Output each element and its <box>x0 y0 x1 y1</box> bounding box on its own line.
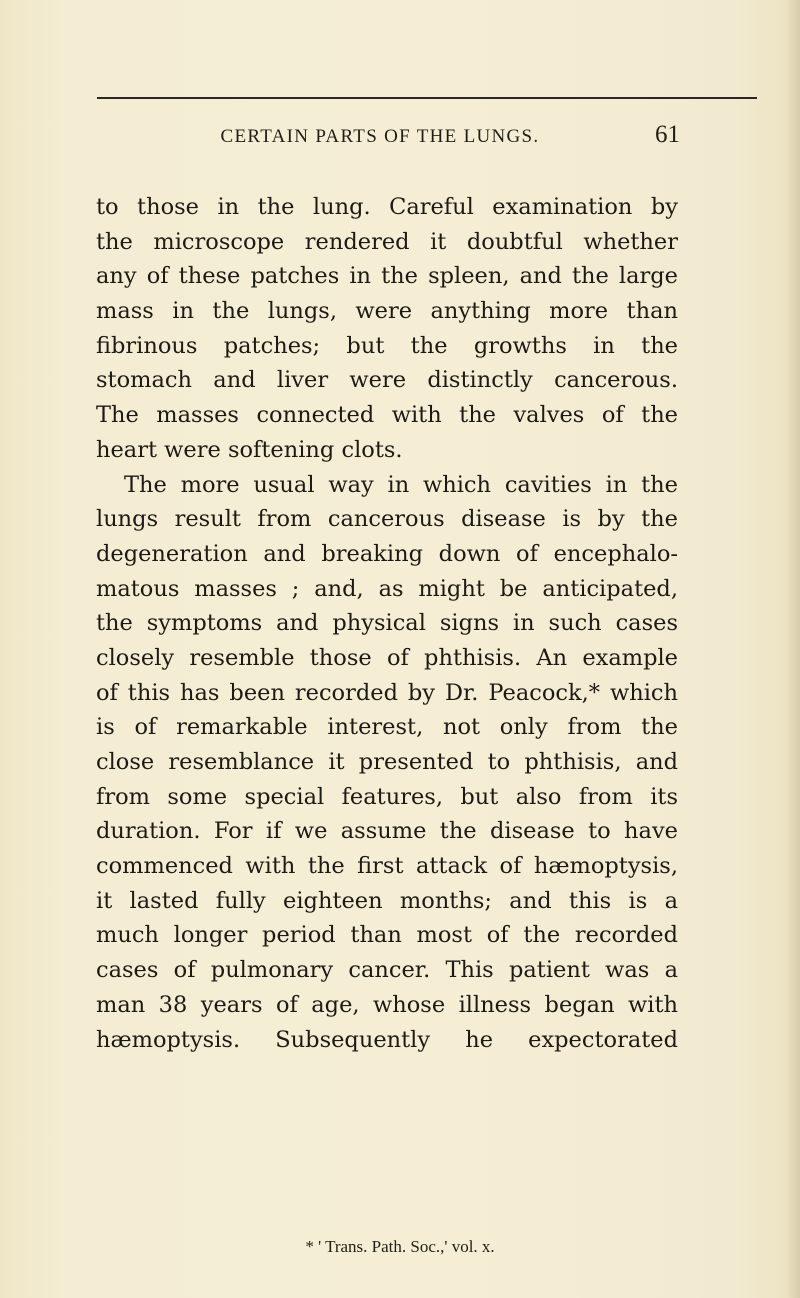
text-line: heart were softening clots. <box>96 436 403 463</box>
text-line: any of these patches in the spleen, and the large <box>96 263 678 290</box>
text-line: of this has been recorded by Dr. Peacock,* which <box>96 679 678 706</box>
text-line: cases of pulmonary cancer. This patient was a <box>96 957 678 984</box>
text-line: degeneration and breaking down of encephalo- <box>96 540 678 567</box>
page-edge-shadow <box>786 0 800 1298</box>
text-line: matous masses ; and, as might be anticipated, <box>96 575 678 602</box>
text-line: lungs result from cancerous disease is by the <box>96 506 678 533</box>
footnote: * ' Trans. Path. Soc.,' vol. x. <box>305 1237 495 1256</box>
body-text <box>96 190 678 1057</box>
text-line: The more usual way in which cavities in the <box>124 471 678 498</box>
text-line: much longer period than most of the recorded <box>96 922 678 949</box>
text-line: is of remarkable interest, not only from the <box>96 714 678 741</box>
text-line: the microscope rendered it doubtful whether <box>96 228 678 255</box>
text-line: stomach and liver were distinctly cancerous. <box>96 367 678 394</box>
running-head: CERTAIN PARTS OF THE LUNGS. <box>220 126 540 147</box>
text-line: The masses connected with the valves of the <box>96 402 678 429</box>
text-line: the symptoms and physical signs in such cases <box>96 610 678 637</box>
text-line: close resemblance it presented to phthisis, and <box>96 749 678 775</box>
text-line: closely resemble those of phthisis. An example <box>96 644 678 671</box>
text-line: man 38 years of age, whose illness began with <box>96 991 678 1018</box>
text-line: duration. For if we assume the disease to have <box>96 818 678 845</box>
text-line: fibrinous patches; but the growths in the <box>96 332 678 359</box>
page-number: 61 <box>655 121 680 148</box>
text-line: commenced with the first attack of hæmoptysis, <box>96 853 678 880</box>
text-line: it lasted fully eighteen months; and this is a <box>96 887 678 914</box>
header-rule <box>97 97 757 99</box>
text-line: hæmoptysis. Subsequently he expectorated <box>96 1026 678 1053</box>
text-line: mass in the lungs, were anything more than <box>96 298 678 325</box>
text-line: to those in the lung. Careful examination by <box>96 194 678 220</box>
text-line: from some special features, but also from its <box>96 783 678 810</box>
